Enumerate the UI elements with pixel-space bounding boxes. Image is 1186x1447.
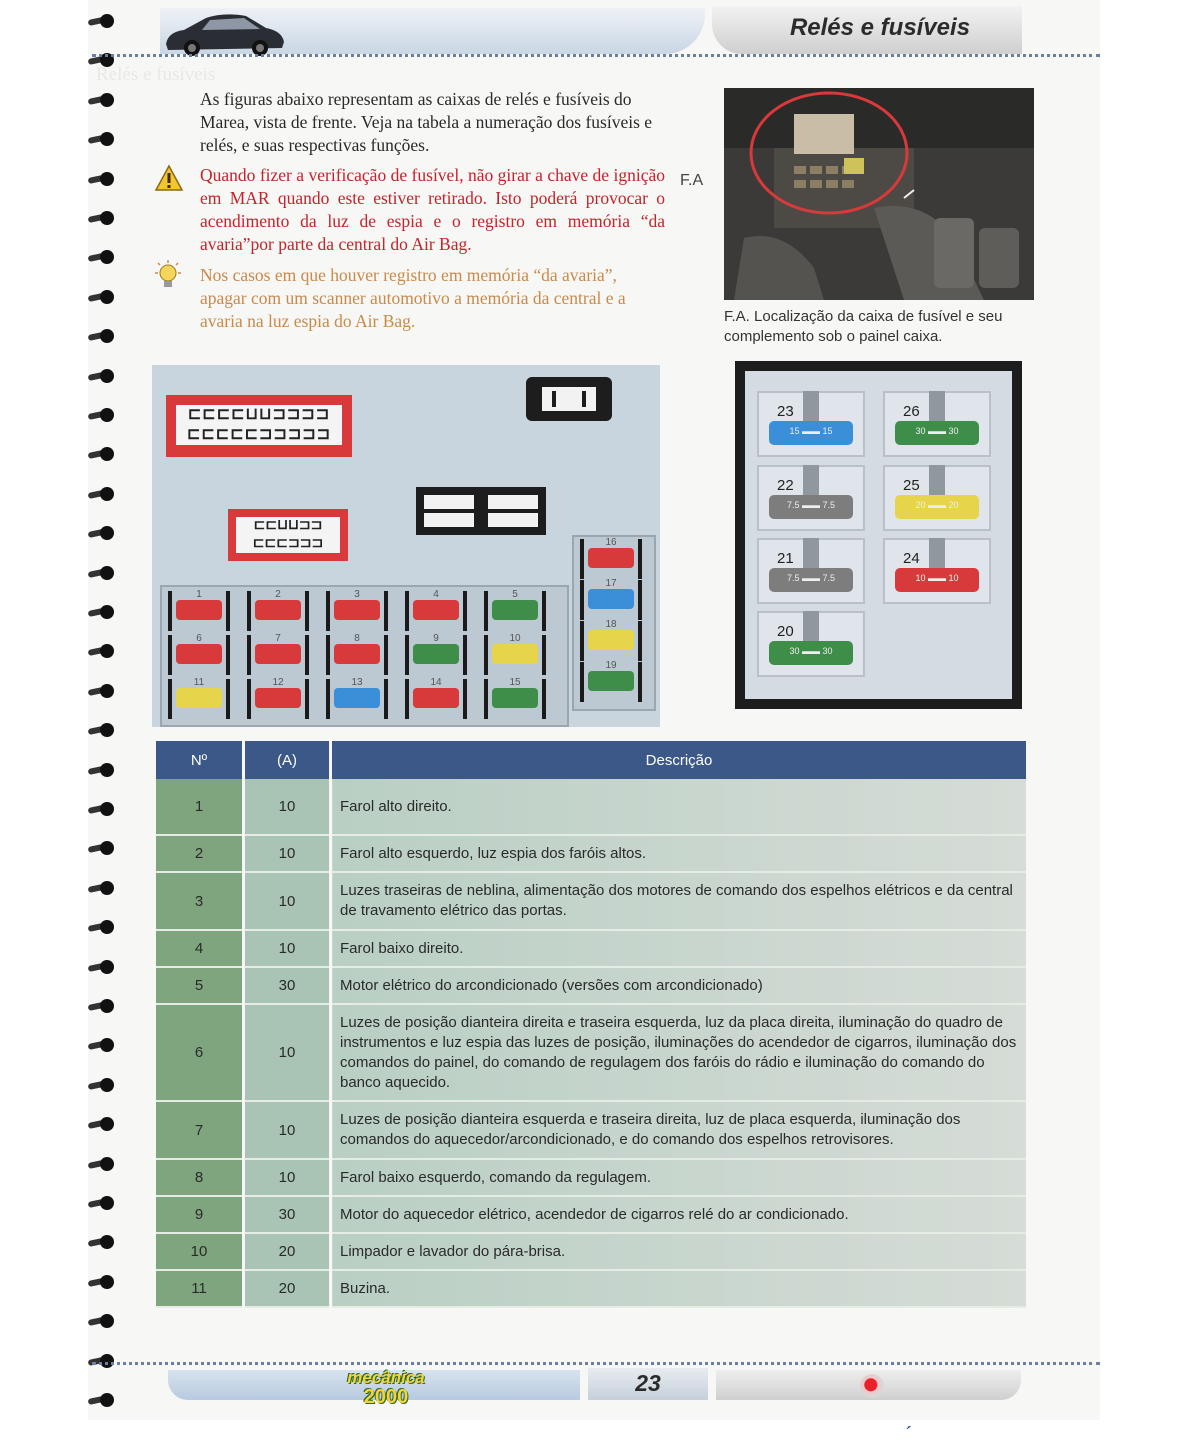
spiral-ring	[86, 485, 120, 503]
spiral-ring	[86, 997, 120, 1015]
footer-divider	[92, 1362, 1100, 1365]
row-amperage: 30	[244, 1196, 331, 1233]
spiral-ring	[86, 1312, 120, 1330]
fuse-number: 13	[351, 677, 363, 688]
row-description: Luzes de posição dianteira esquerda e traseira direita, luz de placa esquerda, iluminação dos comandos do aquecedor/arcondicionado, e do comando dos espelhos retrovisores.	[331, 1101, 1027, 1159]
logo-bottom-text: 2000	[363, 1386, 409, 1408]
car-icon	[162, 4, 288, 56]
fuse-16	[580, 539, 642, 579]
spiral-ring	[86, 130, 120, 148]
row-number: 9	[156, 1196, 244, 1233]
row-description: Motor do aquecedor elétrico, acendedor de cigarros relé do ar condicionado.	[331, 1196, 1027, 1233]
ghost-section-title: Relés e fusíveis	[96, 64, 216, 85]
intro-paragraph: As figuras abaixo representam as caixas de relés e fusíveis do Marea, vista de frente. Veja na tabela a numeração dos fusíveis e relés, e suas respectivas funções.	[200, 89, 653, 155]
spiral-ring	[86, 800, 120, 818]
spiral-ring	[86, 1352, 120, 1370]
magazine-logo	[338, 1366, 434, 1412]
spiral-ring	[86, 1273, 120, 1291]
aux-fuse-box-diagram	[745, 371, 1012, 699]
fuse-4	[405, 591, 467, 631]
spiral-ring	[86, 918, 120, 936]
fuse-number: 8	[354, 633, 360, 644]
main-fuse-box-diagram	[152, 365, 660, 727]
row-number: 11	[156, 1270, 244, 1307]
aux-fuse-rating: 15 ▬▬ 15	[789, 426, 833, 436]
row-number: 7	[156, 1101, 244, 1159]
fuse-number: 16	[605, 537, 617, 548]
aux-fuse-number: 25	[903, 477, 920, 494]
aux-fuse-26	[893, 391, 979, 453]
relay-connector-medium: ⊏⊏⊔⊔⊐⊐ ⊏⊏⊏⊐⊐⊐	[228, 509, 348, 561]
fuse-number: 6	[196, 633, 202, 644]
fuse-15	[484, 679, 546, 719]
spiral-ring	[86, 445, 120, 463]
fuse-box-location-photo	[724, 88, 1034, 300]
fuse-8	[326, 635, 388, 675]
row-number: 4	[156, 930, 244, 967]
record-dot-icon	[860, 1374, 884, 1398]
stray-accent-mark: ´	[906, 1424, 913, 1446]
fuse-6	[168, 635, 230, 675]
row-amperage: 30	[244, 967, 331, 1004]
fuse-number: 17	[605, 578, 617, 589]
fuse-3	[326, 591, 388, 631]
header-description: Descrição	[331, 741, 1027, 779]
row-number: 2	[156, 835, 244, 872]
spiral-ring	[86, 642, 120, 660]
fuse-number: 2	[275, 589, 281, 600]
fuse-10	[484, 635, 546, 675]
table-header-row	[156, 741, 1026, 779]
spiral-ring	[86, 1391, 120, 1409]
aux-fuse-24	[893, 538, 979, 600]
fuse-17	[580, 580, 642, 620]
aux-fuse-23	[767, 391, 853, 453]
fuse-9	[405, 635, 467, 675]
aux-fuse-number: 22	[777, 477, 794, 494]
row-amperage: 10	[244, 779, 331, 835]
row-amperage: 20	[244, 1270, 331, 1307]
fuse-number: 7	[275, 633, 281, 644]
spiral-ring	[86, 1194, 120, 1212]
fuse-19	[580, 662, 642, 702]
warning-paragraph: Quando fizer a verificação de fusível, não girar a chave de ignição em MAR quando este estiver retirado. Isto poderá provocar o acendimento da luz de espia e o registro em memória “da avaria”por parte da central do Air Bag.	[200, 165, 665, 254]
spiral-ring	[86, 1233, 120, 1251]
aux-fuse-number: 23	[777, 403, 794, 420]
page-section-title: Relés e fusíveis	[789, 14, 971, 41]
photo-label: F.A	[680, 172, 704, 189]
fuse-2	[247, 591, 309, 631]
fuse-number: 10	[509, 633, 521, 644]
fuse-1	[168, 591, 230, 631]
fuse-number: 5	[512, 589, 518, 600]
row-amperage: 10	[244, 1159, 331, 1196]
fuse-table	[156, 741, 1026, 1308]
table-row	[156, 1270, 1026, 1307]
page-number: 23	[635, 1370, 661, 1396]
spiral-ring	[86, 682, 120, 700]
row-description: Buzina.	[331, 1270, 1027, 1307]
fuse-7	[247, 635, 309, 675]
row-description: Farol alto esquerdo, luz espia dos faróis altos.	[331, 835, 1027, 872]
row-description: Farol baixo esquerdo, comando da regulagem.	[331, 1159, 1027, 1196]
fuse-number: 12	[272, 677, 284, 688]
spiral-ring	[86, 879, 120, 897]
spiral-ring	[86, 1076, 120, 1094]
aux-fuse-rating: 30 ▬▬ 30	[789, 646, 833, 656]
aux-fuse-20	[767, 611, 853, 673]
fuse-number: 9	[433, 633, 439, 644]
table-row	[156, 779, 1026, 835]
warning-icon	[154, 164, 184, 192]
header-amperage: (A)	[244, 741, 331, 779]
row-number: 6	[156, 1004, 244, 1101]
spiral-ring	[86, 761, 120, 779]
table-row	[156, 967, 1026, 1004]
spiral-ring	[86, 958, 120, 976]
row-number: 3	[156, 872, 244, 930]
photo-caption: F.A. Localização da caixa de fusível e seu complemento sob o painel caixa.	[724, 308, 1003, 345]
fuse-number: 4	[433, 589, 439, 600]
aux-fuse-21	[767, 538, 853, 600]
tip-paragraph: Nos casos em que houver registro em memória “da avaria”, apagar com um scanner automotivo a memória da central e a avaria na luz espia do Air Bag.	[200, 265, 626, 331]
relay-socket-black	[416, 487, 546, 535]
row-number: 5	[156, 967, 244, 1004]
lightbulb-icon	[154, 260, 182, 292]
spiral-ring	[86, 1155, 120, 1173]
row-amperage: 10	[244, 872, 331, 930]
spiral-ring	[86, 406, 120, 424]
row-amperage: 10	[244, 1004, 331, 1101]
relay-connector-large: ⊏⊏⊏⊏⊔⊔⊐⊐⊐⊐ ⊏⊏⊏⊏⊏⊐⊐⊐⊐⊐	[166, 395, 352, 457]
aux-fuse-number: 21	[777, 550, 794, 567]
row-description: Farol alto direito.	[331, 779, 1027, 835]
aux-fuse-22	[767, 465, 853, 527]
row-description: Farol baixo direito.	[331, 930, 1027, 967]
aux-fuse-rating: 20 ▬▬ 20	[915, 500, 959, 510]
table-row	[156, 1159, 1026, 1196]
spiral-ring	[86, 367, 120, 385]
aux-fuse-rating: 30 ▬▬ 30	[915, 426, 959, 436]
row-number: 10	[156, 1233, 244, 1270]
fuse-number: 11	[193, 677, 205, 688]
row-amperage: 10	[244, 835, 331, 872]
logo-top-text: mecânica	[347, 1368, 425, 1387]
table-row	[156, 1196, 1026, 1233]
spiral-ring	[86, 603, 120, 621]
fuse-13	[326, 679, 388, 719]
row-number: 1	[156, 779, 244, 835]
spiral-ring	[86, 327, 120, 345]
spiral-ring	[86, 524, 120, 542]
fuse-number: 1	[196, 589, 202, 600]
aux-fuse-25	[893, 465, 979, 527]
table-row	[156, 1101, 1026, 1159]
table-row	[156, 872, 1026, 930]
fuse-number: 15	[509, 677, 521, 688]
spiral-ring	[86, 564, 120, 582]
spiral-binding	[86, 0, 126, 1420]
fuse-number: 14	[430, 677, 442, 688]
fuse-5	[484, 591, 546, 631]
fuse-18	[580, 621, 642, 661]
fuse-14	[405, 679, 467, 719]
table-row	[156, 1004, 1026, 1101]
row-number: 8	[156, 1159, 244, 1196]
row-amperage: 10	[244, 930, 331, 967]
spiral-ring	[86, 248, 120, 266]
fuse-11	[168, 679, 230, 719]
fuse-number: 18	[605, 619, 617, 630]
spiral-ring	[86, 1115, 120, 1133]
fuse-number: 3	[354, 589, 360, 600]
spiral-ring	[86, 721, 120, 739]
aux-fuse-rating: 7.5 ▬▬ 7.5	[786, 500, 836, 510]
row-description: Motor elétrico do arcondicionado (versões com arcondicionado)	[331, 967, 1027, 1004]
table-row	[156, 835, 1026, 872]
header-number: Nº	[156, 741, 244, 779]
spiral-ring	[86, 12, 120, 30]
spiral-ring	[86, 91, 120, 109]
spiral-ring	[86, 288, 120, 306]
aux-fuse-rating: 10 ▬▬ 10	[915, 573, 959, 583]
spiral-ring	[86, 209, 120, 227]
table-row	[156, 930, 1026, 967]
aux-fuse-rating: 7.5 ▬▬ 7.5	[786, 573, 836, 583]
relay-mini-black	[526, 377, 612, 421]
row-description: Luzes traseiras de neblina, alimentação dos motores de comando dos espelhos elétricos e da central de travamento elétrico das portas.	[331, 872, 1027, 930]
table-row	[156, 1233, 1026, 1270]
aux-fuse-number: 26	[903, 403, 920, 420]
spiral-ring	[86, 1036, 120, 1054]
fuse-number: 19	[605, 660, 617, 671]
row-amperage: 10	[244, 1101, 331, 1159]
row-description: Luzes de posição dianteira direita e traseira esquerda, luz da placa direita, iluminação do quadro de instrumentos e luz espia das luzes de posição, iluminações do acendedor de cigarros, iluminação dos comandos do painel, do comando de regulagem dos faróis do rádio e iluminação do comando do banco aquecido.	[331, 1004, 1027, 1101]
spiral-ring	[86, 170, 120, 188]
aux-fuse-number: 20	[777, 623, 794, 640]
header-divider	[92, 54, 1100, 57]
spiral-ring	[86, 839, 120, 857]
fuse-12	[247, 679, 309, 719]
row-amperage: 20	[244, 1233, 331, 1270]
row-description: Limpador e lavador do pára-brisa.	[331, 1233, 1027, 1270]
aux-fuse-number: 24	[903, 550, 920, 567]
